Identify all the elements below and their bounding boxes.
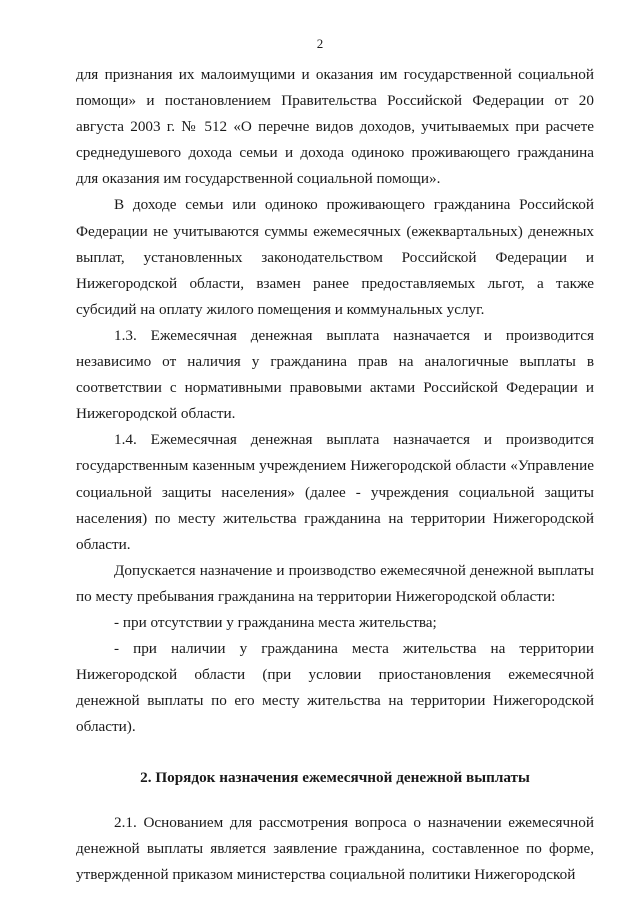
paragraph-1-4: 1.4. Ежемесячная денежная выплата назначается и производится государственным казенным учреждением Нижегородской области «Управление социальной защиты населения» (далее - учреждения социальной защиты населения) по месту жительства гражданина на территории Нижегородской области.: [76, 431, 594, 553]
paragraph-continuation: для признания их малоимущими и оказания им государственной социальной помощи» и постановлением Правительства Российской Федерации от 20 августа 2003 г. № 512 «О перечне видов доходов, учитываемых при расчете среднедушевого дохода семьи и дохода одиноко проживающего гражданина для оказания им государственной социальной помощи».: [76, 66, 594, 188]
list-item-no-residence: - при отсутствии у гражданина места жительства;: [114, 613, 437, 631]
paragraph-place-of-stay: Допускается назначение и производство ежемесячной денежной выплаты по месту пребывания гражданина на территории Нижегородской области:: [76, 561, 594, 605]
paragraph-income-exclusions: В доходе семьи или одиноко проживающего гражданина Российской Федерации не учитываются суммы ежемесячных (ежеквартальных) денежных выплат, установленных законодательством Российской Федерации и Нижегородской области, взамен ранее предоставляемых льгот, а также субсидий на оплату жилого помещения и коммунальных услуг.: [76, 196, 594, 318]
paragraph-1-3: 1.3. Ежемесячная денежная выплата назначается и производится независимо от наличия у гражданина прав на аналогичные выплаты в соответствии с нормативными правовыми актами Российской Федерации и Нижегородской области.: [76, 326, 594, 423]
list-item-has-residence: - при наличии у гражданина места жительства на территории Нижегородской области (при условии приостановления ежемесячной денежной выплаты по его месту жительства на территории Нижегородской области).: [76, 640, 594, 736]
section-heading: 2. Порядок назначения ежемесячной денежной выплаты: [140, 769, 530, 787]
paragraph-2-1: 2.1. Основанием для рассмотрения вопроса о назначении ежемесячной денежной выплаты является заявление гражданина, составленное по форме, утвержденной приказом министерства социальной политики Нижегородской: [76, 813, 594, 883]
document-body: [76, 62, 594, 888]
page-number: 2: [316, 36, 324, 51]
